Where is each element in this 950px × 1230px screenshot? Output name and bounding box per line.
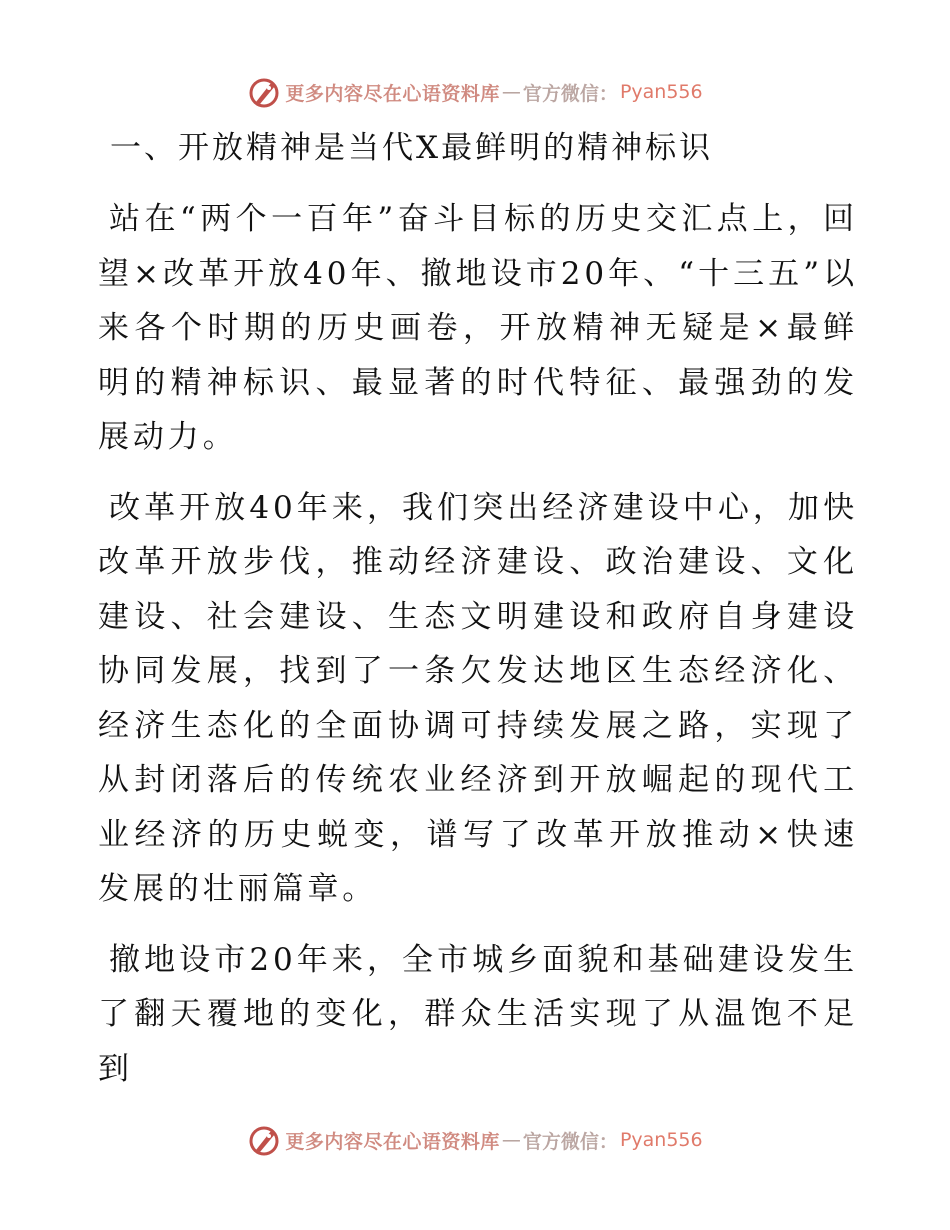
document-body (98, 122, 858, 1112)
watermark-text: 更多内容尽在心语资料库 (285, 82, 500, 105)
footer-watermark (0, 1120, 950, 1160)
paragraph-2: 改革开放40年来，我们突出经济建设中心，加快改革开放步伐，推动经济建设、政治建设、文化建设、社会建设、生态文明建设和政府自身建设协同发展，找到了一条欠发达地区生态经济化、经济生态化的全面协调可持续发展之路，实现了从封闭落后的传统农业经济到开放崛起的现代工业经济的历史蜕变，谱写了改革开放推动×快速发展的壮丽篇章。 (98, 489, 858, 907)
watermark-subtext: 官方微信： (522, 82, 618, 105)
section-heading: 一、开放精神是当代X最鲜明的精神标识 (110, 130, 714, 166)
watermark-subtext: 官方微信： (522, 1130, 618, 1153)
quill-logo-icon (247, 1123, 281, 1157)
quill-logo-icon (247, 75, 281, 109)
header-watermark (0, 72, 950, 112)
watermark-dash: — (501, 1129, 521, 1151)
paragraph-1: 站在“两个一百年”奋斗目标的历史交汇点上，回望×改革开放40年、撤地设市20年、“十三五”以来各个时期的历史画卷，开放精神无疑是×最鲜明的精神标识、最显著的时代特征、最强劲的发展动力。 (98, 201, 858, 455)
paragraph-3: 撤地设市20年来，全市城乡面貌和基础建设发生了翻天覆地的变化，群众生活实现了从温饱不足到 (98, 941, 858, 1087)
watermark-wechat-id: Pyan556 (619, 1129, 703, 1151)
watermark-dash: — (501, 81, 521, 103)
watermark-wechat-id: Pyan556 (619, 81, 703, 103)
watermark-text: 更多内容尽在心语资料库 (285, 1130, 500, 1153)
